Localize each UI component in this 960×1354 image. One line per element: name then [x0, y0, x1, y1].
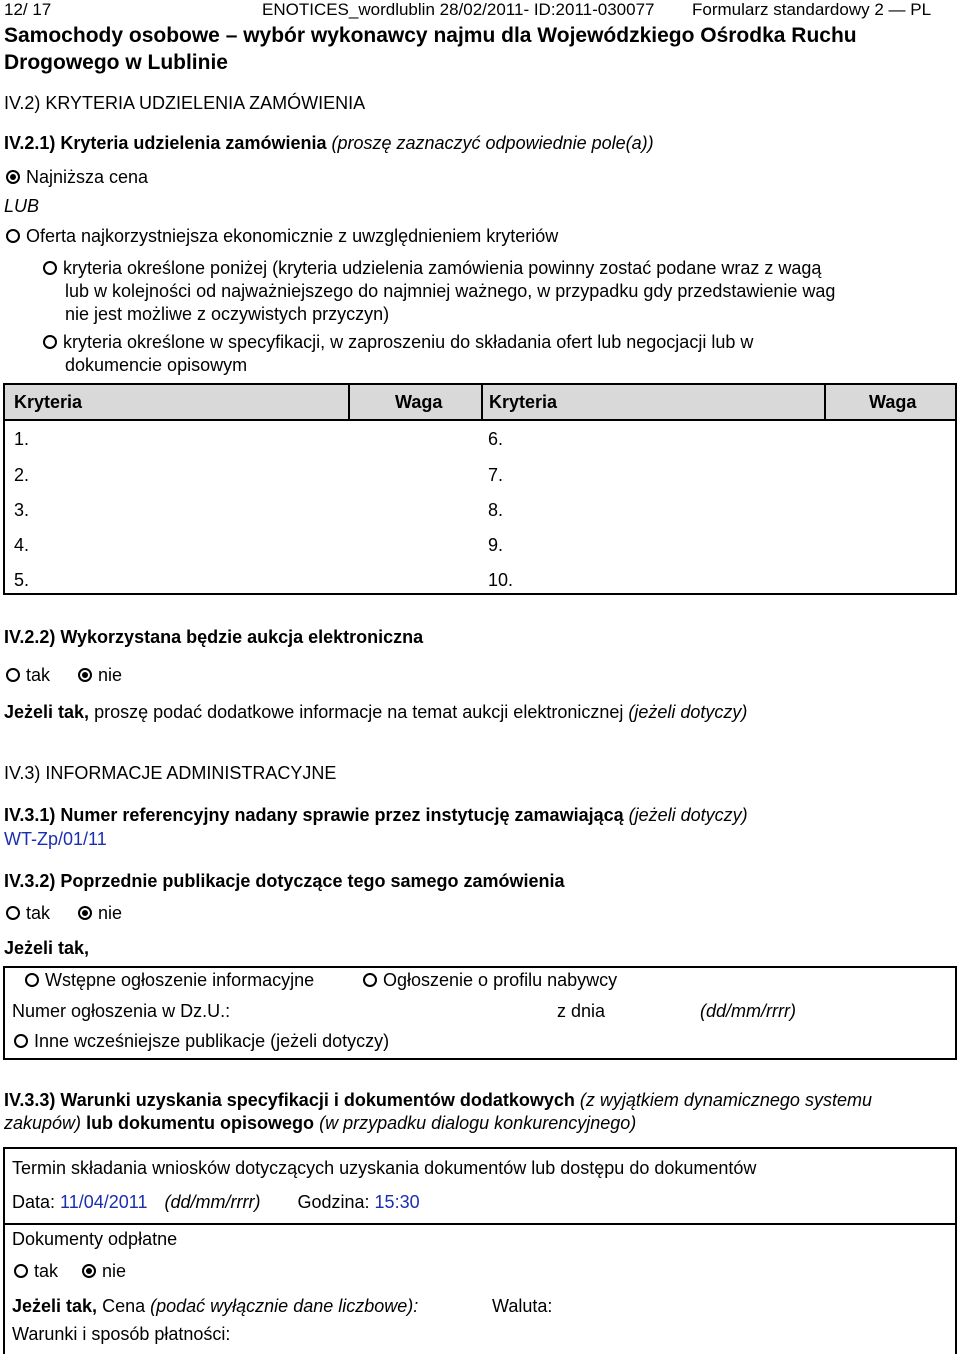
section-iv31-heading — [4, 805, 748, 826]
price-line — [12, 1296, 418, 1317]
prior-no[interactable]: nie — [98, 903, 123, 923]
prior-publication-options — [6, 903, 122, 924]
date-label: Data: — [12, 1192, 56, 1212]
page-number: 12/ 17 — [4, 0, 52, 19]
criteria-spec-line2: dokumencie opisowym — [65, 355, 248, 375]
deadline-label: Termin składania wniosków dotyczących uzyskania dokumentów lub dostępu do dokumentów — [12, 1158, 757, 1178]
price-note: (podać wyłącznie dane liczbowe): — [150, 1296, 419, 1316]
prior-info-option[interactable] — [25, 970, 314, 991]
table-row-left: 1. — [14, 429, 30, 449]
divider — [481, 385, 483, 419]
col-weight-2: Waga — [869, 392, 917, 412]
best-offer-label: Oferta najkorzystniejsza ekonomicznie z uwzględnieniem kryteriów — [26, 226, 559, 246]
prior-publication-box — [3, 966, 957, 1060]
date-format: (dd/mm/rrrr) — [700, 1001, 796, 1021]
table-row-left: 5. — [14, 570, 30, 590]
payment-terms-label: Warunki i sposób płatności: — [12, 1324, 231, 1344]
time-value: 15:30 — [374, 1192, 420, 1212]
form-type: Formularz standardowy 2 — PL — [692, 0, 932, 19]
section-iv22-heading: IV.2.2) Wykorzystana będzie aukcja elektroniczna — [4, 627, 424, 647]
radio-unchecked-icon[interactable] — [363, 973, 377, 987]
buyer-profile-option[interactable] — [363, 970, 617, 991]
paid-no[interactable]: nie — [102, 1261, 127, 1281]
criteria-below-line1: kryteria określone poniżej (kryteria udzielenia zamówienia powinny zostać podane wraz z wagą — [63, 258, 822, 278]
documents-box — [3, 1147, 957, 1354]
criteria-below-line3: nie jest możliwe z oczywistych przyczyn) — [65, 304, 390, 324]
other-publication-option[interactable] — [14, 1031, 389, 1052]
section-iv31-title: IV.3.1) Numer referencyjny nadany sprawie przez instytucję zamawiającą — [4, 805, 624, 825]
section-iv21-note: (proszę zaznaczyć odpowiednie pole(a)) — [331, 133, 654, 153]
radio-unchecked-icon[interactable] — [43, 261, 57, 275]
section-iv31-note: (jeżeli dotyczy) — [628, 805, 748, 825]
page-title: Samochody osobowe – wybór wykonawcy najmu dla Wojewódzkiego Ośrodka Ruchu — [4, 24, 857, 47]
radio-unchecked-icon[interactable] — [6, 668, 20, 682]
table-row-left: 2. — [14, 465, 30, 485]
section-iv33-title: IV.3.3) Warunki uzyskania specyfikacji i dokumentów dodatkowych — [4, 1090, 575, 1110]
criteria-below-option[interactable] — [43, 258, 821, 279]
table-row-left: 3. — [14, 500, 30, 520]
section-iv33-note: (z wyjątkiem dynamicznego systemu — [579, 1090, 872, 1110]
section-iv21-title: IV.2.1) Kryteria udzielenia zamówienia — [4, 133, 327, 153]
criteria-table — [3, 383, 957, 595]
lub-label: LUB — [4, 196, 40, 216]
oj-number-label: Numer ogłoszenia w Dz.U.: — [12, 1001, 231, 1021]
section-iv2-heading: IV.2) KRYTERIA UDZIELENIA ZAMÓWIENIA — [4, 93, 366, 113]
currency-label: Waluta: — [492, 1296, 553, 1316]
lowest-price-option[interactable] — [6, 167, 148, 188]
buyer-profile-label: Ogłoszenie o profilu nabywcy — [383, 970, 618, 990]
criteria-spec-option[interactable] — [43, 332, 753, 353]
page-title-cont: Drogowego w Lublinie — [4, 51, 228, 74]
section-iv33-heading — [4, 1090, 872, 1111]
best-offer-option[interactable] — [6, 226, 558, 247]
table-row-right: 10. — [488, 570, 514, 590]
table-row-right: 7. — [488, 465, 504, 485]
radio-unchecked-icon[interactable] — [25, 973, 39, 987]
prior-yes[interactable]: tak — [26, 903, 51, 923]
radio-checked-icon[interactable] — [82, 1264, 96, 1278]
lowest-price-label: Najniższa cena — [26, 167, 149, 187]
radio-unchecked-icon[interactable] — [14, 1034, 28, 1048]
reference-number: WT-Zp/01/11 — [4, 829, 107, 849]
table-row-right: 6. — [488, 429, 504, 449]
auction-info-note: (jeżeli dotyczy) — [628, 702, 748, 722]
radio-unchecked-icon[interactable] — [6, 229, 20, 243]
divider — [348, 385, 350, 419]
section-iv33-title-cont: lub dokumentu opisowego — [86, 1113, 315, 1133]
auction-yes[interactable]: tak — [26, 665, 51, 685]
prior-ifyes: Jeżeli tak, — [4, 938, 90, 958]
paid-documents-options — [14, 1261, 126, 1282]
auction-info-text: proszę podać dodatkowe informacje na temat aukcji elektronicznej — [94, 702, 624, 722]
radio-checked-icon[interactable] — [78, 906, 92, 920]
section-iv33-note-cont: zakupów) — [4, 1113, 82, 1133]
paid-documents-label: Dokumenty odpłatne — [12, 1229, 178, 1249]
other-publication-label: Inne wcześniejsze publikacje (jeżeli dotyczy) — [34, 1031, 390, 1051]
auction-info — [4, 702, 747, 723]
radio-checked-icon[interactable] — [78, 668, 92, 682]
col-criteria-2: Kryteria — [489, 392, 558, 412]
section-iv21-heading — [4, 133, 654, 154]
radio-unchecked-icon[interactable] — [14, 1264, 28, 1278]
criteria-table-header — [5, 385, 955, 421]
radio-unchecked-icon[interactable] — [6, 906, 20, 920]
section-iv33-note2: (w przypadku dialogu konkurencyjnego) — [319, 1113, 637, 1133]
date-format: (dd/mm/rrrr) — [164, 1192, 261, 1212]
prior-info-label: Wstępne ogłoszenie informacyjne — [45, 970, 315, 990]
section-iv32-heading: IV.3.2) Poprzednie publikacje dotyczące tego samego zamówienia — [4, 871, 565, 891]
price-label: Cena — [102, 1296, 146, 1316]
time-label: Godzina: — [297, 1192, 370, 1212]
divider — [5, 1223, 955, 1225]
col-criteria-1: Kryteria — [14, 392, 83, 412]
price-ifyes: Jeżeli tak, — [12, 1296, 98, 1316]
paid-yes[interactable]: tak — [34, 1261, 59, 1281]
table-row-right: 8. — [488, 500, 504, 520]
auction-no[interactable]: nie — [98, 665, 123, 685]
section-iv3-heading: IV.3) INFORMACJE ADMINISTRACYJNE — [4, 763, 337, 783]
auction-options — [6, 665, 122, 686]
date-label: z dnia — [557, 1001, 606, 1021]
table-row-right: 9. — [488, 535, 504, 555]
deadline-date — [12, 1192, 420, 1213]
table-row-left: 4. — [14, 535, 30, 555]
section-iv33-heading-cont — [4, 1113, 636, 1134]
radio-checked-icon[interactable] — [6, 170, 20, 184]
auction-info-lead: Jeżeli tak, — [4, 702, 90, 722]
col-weight-1: Waga — [395, 392, 443, 412]
criteria-spec-line1: kryteria określone w specyfikacji, w zaproszeniu do składania ofert lub negocjacji lub w — [63, 332, 754, 352]
date-value: 11/04/2011 — [60, 1192, 148, 1212]
criteria-below-line2: lub w kolejności od najważniejszego do najmniej ważnego, w przypadku gdy przedstawienie wag — [65, 281, 836, 301]
radio-unchecked-icon[interactable] — [43, 335, 57, 349]
divider — [824, 385, 826, 419]
notice-source: ENOTICES_wordlublin 28/02/2011- ID:2011-030077 — [262, 0, 655, 19]
